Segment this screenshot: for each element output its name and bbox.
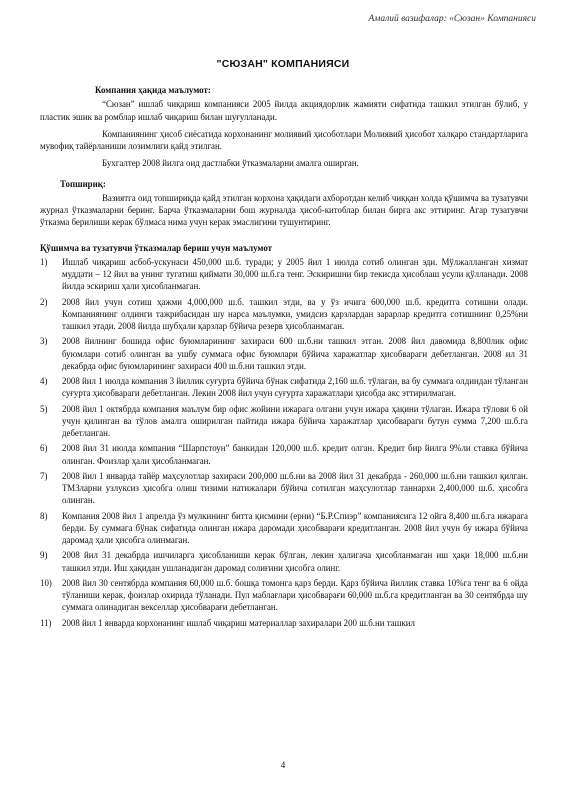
document-body [40, 84, 528, 632]
list-item-number: 2) [40, 296, 48, 307]
list-item [40, 617, 528, 629]
list-item-number: 6) [40, 443, 48, 454]
list-item-number: 5) [40, 403, 48, 414]
list-item-number: 1) [40, 256, 48, 267]
list-item [40, 335, 528, 372]
list-item-number: 4) [40, 376, 48, 386]
list-item-number: 8) [40, 510, 48, 521]
list-item [40, 442, 528, 467]
page-number: 4 [280, 760, 286, 770]
list-item-text: 2008 йил 31 июлда компания “Шарпстоун” банкидан 120,000 ш.б. кредит олган. Кредит бир йилга 9%ли ставка бўйича олинган. Фоизлар ҳали ҳисобланмаган. [62, 443, 528, 466]
about-paragraph: Компаниянинг ҳисоб сиёсатида корхонанинг молиявий ҳисоботлари Молиявий ҳисобот халқаро стандартларига мувофиқ тайёрланиши лозимлиги қайд этилган. [40, 128, 528, 151]
list-item [40, 403, 528, 440]
list-item [40, 375, 528, 400]
list-item [40, 549, 528, 574]
list-item-text: Ишлаб чиқариш асбоб-ускунаси 450,000 ш.б. туради; у 2005 йил 1 июлда сотиб олинган эди. Мўлжалланган хизмат муддати – 12 йил ва унинг тугатиш қиймати 30,000 ш.б.га тенг. Эскиришни бир текисда ҳисоблаш усули қўлланади. 2008 йилда эскириш ҳали ҳисобланмаган. [62, 256, 528, 292]
list-item-text: 2008 йил учун сотиш ҳажми 4,000,000 ш.б. ташкил этди, ва у ўз ичига 600,000 ш.б. кредитга сотишни олади. Компаниянинг олдинги тажрибасидан шу нарса маълумки, умидсиз қарзлардан зарарлар кредитга сотишнинг 0,25%ни ташкил этади. 2008 йилда шубҳали қарзлар бўйича резерв ҳисобланмаган. [62, 296, 528, 331]
list-item-number: 11) [40, 617, 52, 628]
list-item-number: 7) [40, 470, 48, 481]
list-item-number: 3) [40, 336, 48, 347]
list-item [40, 470, 528, 507]
list-item-text: 2008 йил 1 июлда компания 3 йиллик суғурта бўйича бўнак сифатида 2,160 ш.б. тўлаган, ва бу суммага олдиндан тўланган суғурта ҳисобвараги дебетланган. Лекин 2008 йил учун суғурта харажатлари ҳисобда акс эттирилмаган. [62, 376, 528, 399]
list-item-text: 2008 йил 30 сентябрда компания 60,000 ш.б. бошқа томонга қарз берди. Қарз бўйича йиллик ставка 10%га тенг ва 6 ойда тўланиши керак, фоизлар охирида тўланади. Пул маблағлари ҳисобварағи 60,000 ш.б.га кредитланган ва 30 сентябрда шу суммага олинадиган векселлар ҳисобварағи дебетланган. [62, 577, 528, 613]
list-item [40, 510, 528, 547]
task-paragraph: Вазиятга оид топшириқда қайд этилган корхона ҳақидаги ахборотдан келиб чиққан холда қўшимча ва тузатувчи журнал ўтказмаларни беринг. Барча ўтказмаларни бош журналда ҳисоб-китоблар билан бирга акс эттиринг. Агар тузатувчи ўтказма берилиши керак бўлмаса нима учун керак эмаслигини тушунтиринг. [40, 192, 528, 228]
list-item-number: 10) [40, 577, 52, 588]
list-item-text: Компания 2008 йил 1 апрелда ўз мулкининг битта қисмини (ерни) “Б.Р.Спиэр” компаниясига 12 ойга 8,400 ш.б.га ижарага берди. Бу суммага бўнак сифатида олинган ижара даромади ҳисобварағи кредитланган. 2008 йил учун бу ижара бўйича даромад ҳали ҳисобга олинмаган. [62, 510, 528, 545]
about-heading: Компания ҳақида маълумот: [95, 85, 211, 95]
task-heading: Топшириқ: [60, 178, 106, 189]
document-title: "СЮЗАН" КОМПАНИЯСИ [216, 58, 350, 70]
list-item [40, 577, 528, 614]
list-item [40, 296, 528, 333]
running-header: Амалий вазифалар: «Сюзан» Компанияси [368, 14, 536, 24]
info-heading: Қўшимча ва тузатувчи ўтказмалар бериш учун маълумот [40, 242, 273, 253]
list-item-text: 2008 йил 1 октябрда компания маълум бир офис жойини ижарага олгани учун ижара ҳақини тўлаган. Ижара тўлови 6 ой учун қилинган ва тўлов амалга оширилган пайтида ижара бўйича харажатлар ҳисобвараги бутун сумма 7,200 ш.б.га дебетланган. [62, 403, 528, 438]
list-item-number: 9) [40, 550, 48, 561]
about-paragraph: “Сюзан” ишлаб чиқариш компанияси 2005 йилда акциядорлик жамияти сифатида ташкил этилган бўлиб, у пластик эшик ва ромблар ишлаб чиқариш билан шуғулланади. [40, 99, 528, 122]
list-item-text: 2008 йил 31 декабрда ишчиларга ҳисобланиши керак бўлган, лекин ҳалигача ҳисобланмаган иш ҳақи 18,000 ш.б.ни ташкил этди. Иш ҳақидан ушланадиган даромад солиғини ҳисобга олинг. [62, 550, 528, 573]
list-item [40, 256, 528, 293]
list-item-text: 2008 йилнинг бошида офис буюмларининг захираси 600 ш.б.ни ташкил этган. 2008 йил давомида 8,800лик офис буюмлари сотиб олинган ва ушбу суммага офис буюмлари бўйича харажатлар ҳисобвараги дебетланган. 2008 ил 31 декабрда офис буюмларининг захираси 400 ш.б.ни ташкил этди. [62, 336, 528, 371]
about-paragraph: Бухгалтер 2008 йилга оид дастлабки ўтказмаларни амалга оширган. [102, 158, 359, 169]
info-list [40, 256, 528, 629]
list-item-text: 2008 йил 1 январда тайёр маҳсулотлар захираси 200,000 ш.б.ни ва 2008 йил 31 декабрда - 260,000 ш.б.ни ташкил қилган. ТМЗларни узлуксиз ҳисобга олиш тизими натижалари бўйича сотилган маҳсулотлар таннархи 2,400,000 ш.б. ҳисобга олинган. [62, 470, 528, 506]
list-item-text: 2008 йил 1 январда корхонанинг ишлаб чиқариш материаллар захиралари 200 ш.б.ни ташкил [62, 617, 415, 628]
